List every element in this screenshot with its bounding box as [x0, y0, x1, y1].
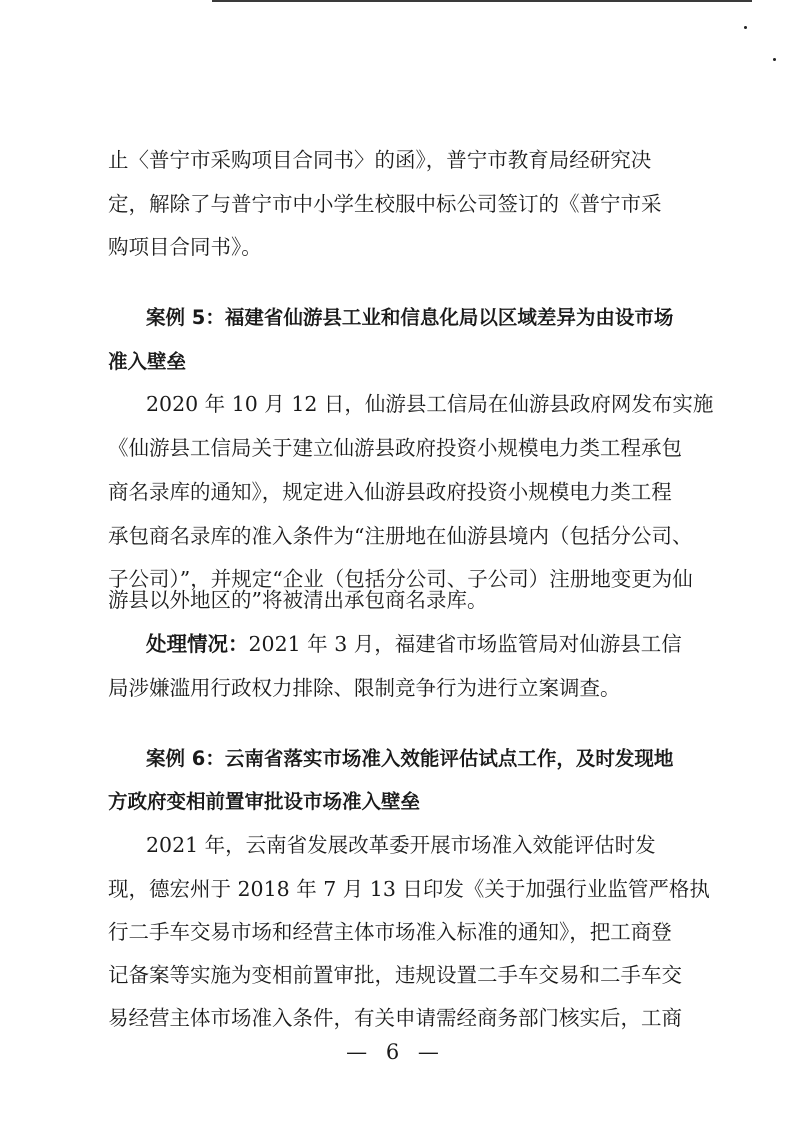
paragraph-line: 子公司）”，并规定“企业（包括分公司、子公司）注册地变更为仙 [108, 567, 693, 591]
paragraph-line: 商名录库的通知》，规定进入仙游县政府投资小规模电力类工程 [108, 480, 672, 504]
paragraph-line: 定，解除了与普宁市中小学生校服中标公司签订的《普宁市采 [108, 192, 662, 216]
case6-heading: 案例 6：云南省落实市场准入效能评估试点工作，及时发现地 [146, 747, 674, 770]
handling-line: 处理情况：2021 年 3 月，福建省市场监管局对仙游县工信 [146, 622, 686, 666]
paragraph-line: 局涉嫌滥用行政权力排除、限制竞争行为进行立案调查。 [108, 676, 621, 700]
handling-label: 处理情况： [146, 632, 249, 656]
scan-speck [744, 26, 747, 29]
paragraph-line: 易经营主体市场准入条件，有关申请需经商务部门核实后，工商 [108, 1006, 682, 1030]
paragraph-line: 游县以外地区的”将被清出承包商名录库。 [108, 588, 488, 612]
case5-heading-cont: 准入壁垒 [108, 350, 187, 373]
paragraph-line: 现，德宏州于 2018 年 7 月 13 日印发《关于加强行业监管严格执 [108, 877, 710, 901]
paragraph-line: 承包商名录库的准入条件为“注册地在仙游县境内（包括分公司、 [108, 524, 693, 548]
case6-heading-cont: 方政府变相前置审批设市场准入壁垒 [108, 790, 421, 813]
paragraph-line: 记备案等实施为变相前置审批，违规设置二手车交易和二手车交 [108, 963, 682, 987]
paragraph-line: 2020 年 10 月 12 日，仙游县工信局在仙游县政府网发布实施 [146, 392, 714, 416]
scan-speck [773, 58, 776, 61]
paragraph-line: 《仙游县工信局关于建立仙游县政府投资小规模电力类工程承包 [108, 436, 682, 460]
paragraph-line: 2021 年，云南省发展改革委开展市场准入效能评估时发 [146, 833, 656, 857]
paragraph-line: 购项目合同书》。 [108, 235, 262, 259]
paragraph-line: 止〈普宁市采购项目合同书〉的函》，普宁市教育局经研究决 [108, 148, 652, 172]
page-number: — 6 — [346, 1040, 445, 1064]
paragraph-line: 行二手车交易市场和经营主体市场准入标准的通知》，把工商登 [108, 920, 672, 944]
case5-heading: 案例 5：福建省仙游县工业和信息化局以区域差异为由设市场 [146, 306, 674, 329]
top-border-rule [212, 0, 752, 2]
